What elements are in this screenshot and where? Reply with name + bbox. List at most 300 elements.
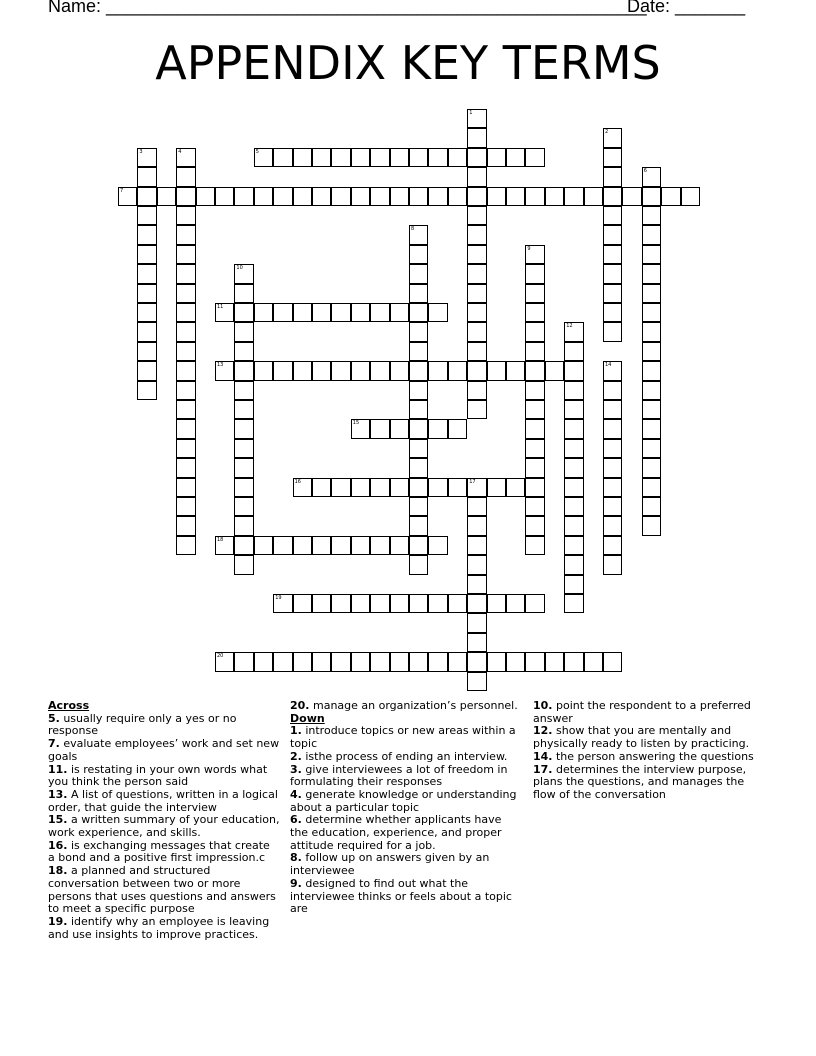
- crossword-cell[interactable]: [487, 361, 506, 380]
- crossword-cell[interactable]: [312, 652, 331, 671]
- crossword-cell[interactable]: [603, 419, 622, 438]
- crossword-cell[interactable]: [137, 148, 156, 167]
- crossword-cell[interactable]: [642, 516, 661, 535]
- crossword-cell[interactable]: [525, 652, 544, 671]
- crossword-cell[interactable]: [467, 187, 486, 206]
- crossword-cell[interactable]: [525, 245, 544, 264]
- crossword-cell[interactable]: [409, 225, 428, 244]
- crossword-cell[interactable]: [467, 284, 486, 303]
- crossword-cell[interactable]: [603, 361, 622, 380]
- name-field[interactable]: Name: ______________________________________________________: [48, 0, 647, 16]
- crossword-cell[interactable]: [603, 187, 622, 206]
- crossword-cell[interactable]: [293, 652, 312, 671]
- crossword-cell[interactable]: [642, 225, 661, 244]
- crossword-cell[interactable]: [603, 264, 622, 283]
- crossword-cell[interactable]: [525, 322, 544, 341]
- crossword-cell[interactable]: [467, 128, 486, 147]
- crossword-cell[interactable]: [564, 536, 583, 555]
- clue-number: 18: [217, 536, 224, 543]
- crossword-cell[interactable]: [254, 652, 273, 671]
- crossword-cell[interactable]: [448, 187, 467, 206]
- crossword-cell[interactable]: [176, 187, 195, 206]
- crossword-cell[interactable]: [603, 497, 622, 516]
- crossword-cell[interactable]: [467, 148, 486, 167]
- crossword-cell[interactable]: [215, 361, 234, 380]
- crossword-cell[interactable]: [409, 187, 428, 206]
- clue-item-text: identify why an employee is leaving and use insights to improve practices.: [48, 914, 270, 941]
- clue-number: 15: [352, 420, 360, 427]
- crossword-cell[interactable]: [409, 245, 428, 264]
- crossword-cell[interactable]: [564, 400, 583, 419]
- crossword-cell[interactable]: [331, 187, 350, 206]
- crossword-cell[interactable]: [409, 381, 428, 400]
- crossword-cell[interactable]: [176, 536, 195, 555]
- crossword-cell[interactable]: [428, 361, 447, 380]
- crossword-cell[interactable]: [370, 594, 389, 613]
- crossword-cell[interactable]: [273, 303, 292, 322]
- crossword-cell[interactable]: [331, 361, 350, 380]
- clue-number: 12: [566, 323, 573, 330]
- date-field[interactable]: Date: _______: [627, 0, 746, 16]
- crossword-cell[interactable]: [564, 594, 583, 613]
- crossword-cell[interactable]: [525, 187, 544, 206]
- crossword-cell[interactable]: [176, 322, 195, 341]
- crossword-cell[interactable]: [467, 594, 486, 613]
- crossword-cell[interactable]: [312, 594, 331, 613]
- crossword-cell[interactable]: [176, 303, 195, 322]
- crossword-cell[interactable]: [409, 478, 428, 497]
- crossword-cell[interactable]: [409, 303, 428, 322]
- crossword-cell[interactable]: [603, 284, 622, 303]
- crossword-cell[interactable]: [428, 652, 447, 671]
- crossword-cell[interactable]: [467, 478, 486, 497]
- crossword-cell[interactable]: [370, 478, 389, 497]
- crossword-cell[interactable]: [234, 284, 253, 303]
- crossword-cell[interactable]: [273, 361, 292, 380]
- crossword-cell[interactable]: [642, 264, 661, 283]
- crossword-cell[interactable]: [273, 594, 292, 613]
- crossword-cell[interactable]: [351, 187, 370, 206]
- crossword-cell[interactable]: [176, 439, 195, 458]
- crossword-cell[interactable]: [642, 478, 661, 497]
- crossword-cell[interactable]: [390, 361, 409, 380]
- clue-item: [48, 789, 280, 814]
- crossword-cell[interactable]: [234, 381, 253, 400]
- crossword-cell[interactable]: [234, 361, 253, 380]
- crossword-cell[interactable]: [448, 148, 467, 167]
- crossword-cell[interactable]: [137, 284, 156, 303]
- crossword-cell[interactable]: [467, 322, 486, 341]
- crossword-cell[interactable]: [545, 361, 564, 380]
- crossword-cell[interactable]: [273, 536, 292, 555]
- crossword-cell[interactable]: [525, 400, 544, 419]
- crossword-cell[interactable]: [351, 303, 370, 322]
- crossword-cell[interactable]: [370, 652, 389, 671]
- crossword-cell[interactable]: [293, 361, 312, 380]
- crossword-cell[interactable]: [428, 148, 447, 167]
- crossword-cell[interactable]: [603, 516, 622, 535]
- crossword-cell[interactable]: [506, 148, 525, 167]
- crossword-cell[interactable]: [564, 322, 583, 341]
- crossword-cell[interactable]: [176, 167, 195, 186]
- crossword-cell[interactable]: [234, 497, 253, 516]
- crossword-cell[interactable]: [506, 478, 525, 497]
- crossword-cell[interactable]: [467, 381, 486, 400]
- crossword-cell[interactable]: [176, 206, 195, 225]
- crossword-cell[interactable]: [642, 206, 661, 225]
- crossword-cell[interactable]: [409, 497, 428, 516]
- crossword-cell[interactable]: [234, 536, 253, 555]
- crossword-cell[interactable]: [642, 167, 661, 186]
- crossword-cell[interactable]: [564, 342, 583, 361]
- clue-number: 7: [120, 187, 124, 194]
- crossword-cell[interactable]: [370, 187, 389, 206]
- crossword-cell[interactable]: [234, 322, 253, 341]
- crossword-cell[interactable]: [642, 342, 661, 361]
- crossword-cell[interactable]: [370, 361, 389, 380]
- crossword-cell[interactable]: [487, 652, 506, 671]
- crossword-cell[interactable]: [642, 400, 661, 419]
- crossword-cell[interactable]: [254, 303, 273, 322]
- crossword-cell[interactable]: [254, 536, 273, 555]
- down-clue-list: [290, 725, 522, 916]
- crossword-cell[interactable]: [506, 594, 525, 613]
- crossword-cell[interactable]: [234, 187, 253, 206]
- crossword-cell[interactable]: [234, 652, 253, 671]
- crossword-cell[interactable]: [448, 361, 467, 380]
- crossword-cell[interactable]: [409, 284, 428, 303]
- crossword-cell[interactable]: [137, 342, 156, 361]
- crossword-cell[interactable]: [564, 439, 583, 458]
- crossword-cell[interactable]: [331, 536, 350, 555]
- crossword-cell[interactable]: [525, 458, 544, 477]
- crossword-cell[interactable]: [409, 400, 428, 419]
- crossword-cell[interactable]: [428, 419, 447, 438]
- crossword-cell[interactable]: [312, 478, 331, 497]
- crossword-cell[interactable]: [603, 555, 622, 574]
- crossword-cell[interactable]: [215, 303, 234, 322]
- crossword-cell[interactable]: [409, 439, 428, 458]
- crossword-cell[interactable]: [545, 652, 564, 671]
- crossword-cell[interactable]: [409, 322, 428, 341]
- crossword-cell[interactable]: [467, 555, 486, 574]
- crossword-cell[interactable]: [390, 303, 409, 322]
- crossword-cell[interactable]: [234, 478, 253, 497]
- crossword-cell[interactable]: [409, 361, 428, 380]
- crossword-cell[interactable]: [642, 419, 661, 438]
- crossword-cell[interactable]: [390, 187, 409, 206]
- crossword-cell[interactable]: [331, 478, 350, 497]
- crossword-cell[interactable]: [370, 148, 389, 167]
- crossword-cell[interactable]: [642, 245, 661, 264]
- crossword-cell[interactable]: [525, 419, 544, 438]
- crossword-cell[interactable]: [603, 148, 622, 167]
- crossword-cell[interactable]: [390, 652, 409, 671]
- crossword-cell[interactable]: [564, 187, 583, 206]
- crossword-cell[interactable]: [176, 148, 195, 167]
- crossword-cell[interactable]: [448, 652, 467, 671]
- crossword-cell[interactable]: [293, 478, 312, 497]
- crossword-cell[interactable]: [409, 148, 428, 167]
- crossword-cell[interactable]: [525, 342, 544, 361]
- crossword-cell[interactable]: [642, 322, 661, 341]
- crossword-cell[interactable]: [603, 439, 622, 458]
- crossword-cell[interactable]: [137, 322, 156, 341]
- crossword-cell[interactable]: [525, 264, 544, 283]
- crossword-cell[interactable]: [506, 361, 525, 380]
- crossword-cell[interactable]: [331, 652, 350, 671]
- crossword-cell[interactable]: [603, 225, 622, 244]
- crossword-cell[interactable]: [409, 264, 428, 283]
- crossword-cell[interactable]: [351, 478, 370, 497]
- crossword-cell[interactable]: [467, 109, 486, 128]
- crossword-cell[interactable]: [137, 381, 156, 400]
- crossword-cell[interactable]: [642, 284, 661, 303]
- crossword-cell[interactable]: [137, 187, 156, 206]
- crossword-cell[interactable]: [467, 633, 486, 652]
- crossword-cell[interactable]: [176, 361, 195, 380]
- crossword-cell[interactable]: [525, 361, 544, 380]
- crossword-cell[interactable]: [525, 516, 544, 535]
- clue-item: [290, 700, 522, 713]
- crossword-cell[interactable]: [234, 419, 253, 438]
- crossword-cell[interactable]: [176, 497, 195, 516]
- crossword-cell[interactable]: [390, 148, 409, 167]
- crossword-cell[interactable]: [234, 439, 253, 458]
- crossword-cell[interactable]: [642, 381, 661, 400]
- crossword-cell[interactable]: [137, 303, 156, 322]
- crossword-cell[interactable]: [176, 458, 195, 477]
- crossword-cell[interactable]: [176, 342, 195, 361]
- crossword-cell[interactable]: [409, 516, 428, 535]
- crossword-cell[interactable]: [176, 264, 195, 283]
- crossword-cell[interactable]: [176, 245, 195, 264]
- crossword-cell[interactable]: [234, 555, 253, 574]
- crossword-cell[interactable]: [467, 536, 486, 555]
- crossword-cell[interactable]: [331, 303, 350, 322]
- crossword-cell[interactable]: [176, 516, 195, 535]
- crossword-cell[interactable]: [603, 652, 622, 671]
- crossword-cell[interactable]: [118, 187, 137, 206]
- crossword-cell[interactable]: [603, 400, 622, 419]
- crossword-cell[interactable]: [176, 381, 195, 400]
- crossword-cell[interactable]: [351, 652, 370, 671]
- crossword-cell[interactable]: [176, 400, 195, 419]
- crossword-cell[interactable]: [176, 225, 195, 244]
- crossword-cell[interactable]: [390, 419, 409, 438]
- crossword-cell[interactable]: [234, 400, 253, 419]
- crossword-cell[interactable]: [467, 167, 486, 186]
- crossword-cell[interactable]: [467, 361, 486, 380]
- crossword-cell[interactable]: [564, 361, 583, 380]
- crossword-cell[interactable]: [409, 419, 428, 438]
- crossword-cell[interactable]: [603, 381, 622, 400]
- crossword-cell[interactable]: [525, 148, 544, 167]
- crossword-cell[interactable]: [409, 458, 428, 477]
- crossword-cell[interactable]: [467, 245, 486, 264]
- crossword-cell[interactable]: [254, 361, 273, 380]
- crossword-cell[interactable]: [642, 361, 661, 380]
- crossword-cell[interactable]: [584, 187, 603, 206]
- crossword-cell[interactable]: [564, 575, 583, 594]
- crossword-cell[interactable]: [525, 284, 544, 303]
- crossword-cell[interactable]: [428, 536, 447, 555]
- crossword-cell[interactable]: [157, 187, 176, 206]
- crossword-cell[interactable]: [603, 206, 622, 225]
- crossword-cell[interactable]: [448, 594, 467, 613]
- crossword-cell[interactable]: [603, 245, 622, 264]
- clue-number: 5: [255, 148, 259, 155]
- crossword-cell[interactable]: [622, 187, 641, 206]
- crossword-cell[interactable]: [215, 652, 234, 671]
- crossword-cell[interactable]: [525, 303, 544, 322]
- crossword-cell[interactable]: [545, 187, 564, 206]
- crossword-cell[interactable]: [409, 342, 428, 361]
- crossword-cell[interactable]: [176, 284, 195, 303]
- crossword-cell[interactable]: [642, 187, 661, 206]
- crossword-cell[interactable]: [409, 555, 428, 574]
- crossword-cell[interactable]: [390, 478, 409, 497]
- crossword-cell[interactable]: [564, 516, 583, 535]
- crossword-cell[interactable]: [525, 439, 544, 458]
- crossword-cell[interactable]: [293, 303, 312, 322]
- crossword-cell[interactable]: [312, 536, 331, 555]
- crossword-cell[interactable]: [467, 342, 486, 361]
- crossword-cell[interactable]: [467, 264, 486, 283]
- crossword-cell[interactable]: [467, 206, 486, 225]
- crossword-cell[interactable]: [234, 516, 253, 535]
- crossword-cell[interactable]: [661, 187, 680, 206]
- crossword-cell[interactable]: [467, 575, 486, 594]
- crossword-cell[interactable]: [564, 478, 583, 497]
- crossword-cell[interactable]: [467, 400, 486, 419]
- crossword-cell[interactable]: [467, 672, 486, 691]
- crossword-cell[interactable]: [234, 342, 253, 361]
- crossword-cell[interactable]: [254, 148, 273, 167]
- crossword-cell[interactable]: [681, 187, 700, 206]
- crossword-cell[interactable]: [312, 303, 331, 322]
- crossword-cell[interactable]: [370, 303, 389, 322]
- crossword-cell[interactable]: [351, 148, 370, 167]
- crossword-cell[interactable]: [137, 361, 156, 380]
- crossword-cell[interactable]: [584, 652, 603, 671]
- crossword-cell[interactable]: [351, 361, 370, 380]
- crossword-cell[interactable]: [467, 613, 486, 632]
- crossword-cell[interactable]: [603, 167, 622, 186]
- crossword-cell[interactable]: [293, 148, 312, 167]
- crossword-cell[interactable]: [487, 478, 506, 497]
- crossword-cell[interactable]: [467, 497, 486, 516]
- crossword-cell[interactable]: [506, 652, 525, 671]
- crossword-cell[interactable]: [564, 419, 583, 438]
- crossword-cell[interactable]: [448, 478, 467, 497]
- crossword-cell[interactable]: [137, 225, 156, 244]
- crossword-cell[interactable]: [312, 187, 331, 206]
- crossword-cell[interactable]: [293, 187, 312, 206]
- crossword-cell[interactable]: [603, 458, 622, 477]
- crossword-cell[interactable]: [137, 167, 156, 186]
- crossword-cell[interactable]: [564, 555, 583, 574]
- crossword-cell[interactable]: [506, 187, 525, 206]
- crossword-cell[interactable]: [487, 187, 506, 206]
- crossword-cell[interactable]: [390, 536, 409, 555]
- crossword-cell[interactable]: [273, 652, 292, 671]
- crossword-cell[interactable]: [273, 187, 292, 206]
- crossword-cell[interactable]: [234, 458, 253, 477]
- crossword-cell[interactable]: [428, 303, 447, 322]
- crossword-cell[interactable]: [351, 419, 370, 438]
- crossword-cell[interactable]: [642, 439, 661, 458]
- crossword-cell[interactable]: [487, 594, 506, 613]
- crossword-cell[interactable]: [234, 303, 253, 322]
- crossword-cell[interactable]: [331, 594, 350, 613]
- crossword-cell[interactable]: [642, 497, 661, 516]
- crossword-cell[interactable]: [196, 187, 215, 206]
- crossword-cell[interactable]: [370, 536, 389, 555]
- crossword-cell[interactable]: [467, 303, 486, 322]
- crossword-cell[interactable]: [312, 148, 331, 167]
- crossword-cell[interactable]: [525, 381, 544, 400]
- crossword-cell[interactable]: [467, 225, 486, 244]
- crossword-cell[interactable]: [428, 478, 447, 497]
- crossword-cell[interactable]: [428, 187, 447, 206]
- crossword-cell[interactable]: [254, 187, 273, 206]
- crossword-cell[interactable]: [525, 497, 544, 516]
- crossword-cell[interactable]: [293, 594, 312, 613]
- crossword-cell[interactable]: [642, 303, 661, 322]
- crossword-cell[interactable]: [525, 594, 544, 613]
- crossword-cell[interactable]: [176, 478, 195, 497]
- crossword-cell[interactable]: [603, 478, 622, 497]
- clue-item: [48, 916, 280, 941]
- crossword-cell[interactable]: [409, 652, 428, 671]
- crossword-cell[interactable]: [603, 128, 622, 147]
- crossword-cell[interactable]: [293, 536, 312, 555]
- crossword-cell[interactable]: [487, 148, 506, 167]
- crossword-cell[interactable]: [234, 264, 253, 283]
- crossword-cell[interactable]: [351, 594, 370, 613]
- crossword-cell[interactable]: [137, 245, 156, 264]
- crossword-cell[interactable]: [603, 322, 622, 341]
- crossword-cell[interactable]: [137, 206, 156, 225]
- crossword-cell[interactable]: [564, 497, 583, 516]
- crossword-cell[interactable]: [564, 652, 583, 671]
- crossword-cell[interactable]: [525, 536, 544, 555]
- crossword-cell[interactable]: [642, 458, 661, 477]
- crossword-cell[interactable]: [603, 536, 622, 555]
- crossword-cell[interactable]: [137, 264, 156, 283]
- crossword-cell[interactable]: [467, 652, 486, 671]
- crossword-cell[interactable]: [351, 536, 370, 555]
- crossword-cell[interactable]: [312, 361, 331, 380]
- crossword-cell[interactable]: [215, 536, 234, 555]
- crossword-cell[interactable]: [409, 594, 428, 613]
- crossword-cell[interactable]: [390, 594, 409, 613]
- crossword-cell[interactable]: [273, 148, 292, 167]
- crossword-cell[interactable]: [215, 187, 234, 206]
- crossword-cell[interactable]: [564, 381, 583, 400]
- crossword-cell[interactable]: [525, 478, 544, 497]
- crossword-cell[interactable]: [467, 516, 486, 535]
- crossword-cell[interactable]: [370, 419, 389, 438]
- crossword-cell[interactable]: [331, 148, 350, 167]
- crossword-cell[interactable]: [603, 303, 622, 322]
- crossword-cell[interactable]: [409, 536, 428, 555]
- crossword-cell[interactable]: [176, 419, 195, 438]
- crossword-cell[interactable]: [428, 594, 447, 613]
- crossword-cell[interactable]: [448, 419, 467, 438]
- crossword-cell[interactable]: [564, 458, 583, 477]
